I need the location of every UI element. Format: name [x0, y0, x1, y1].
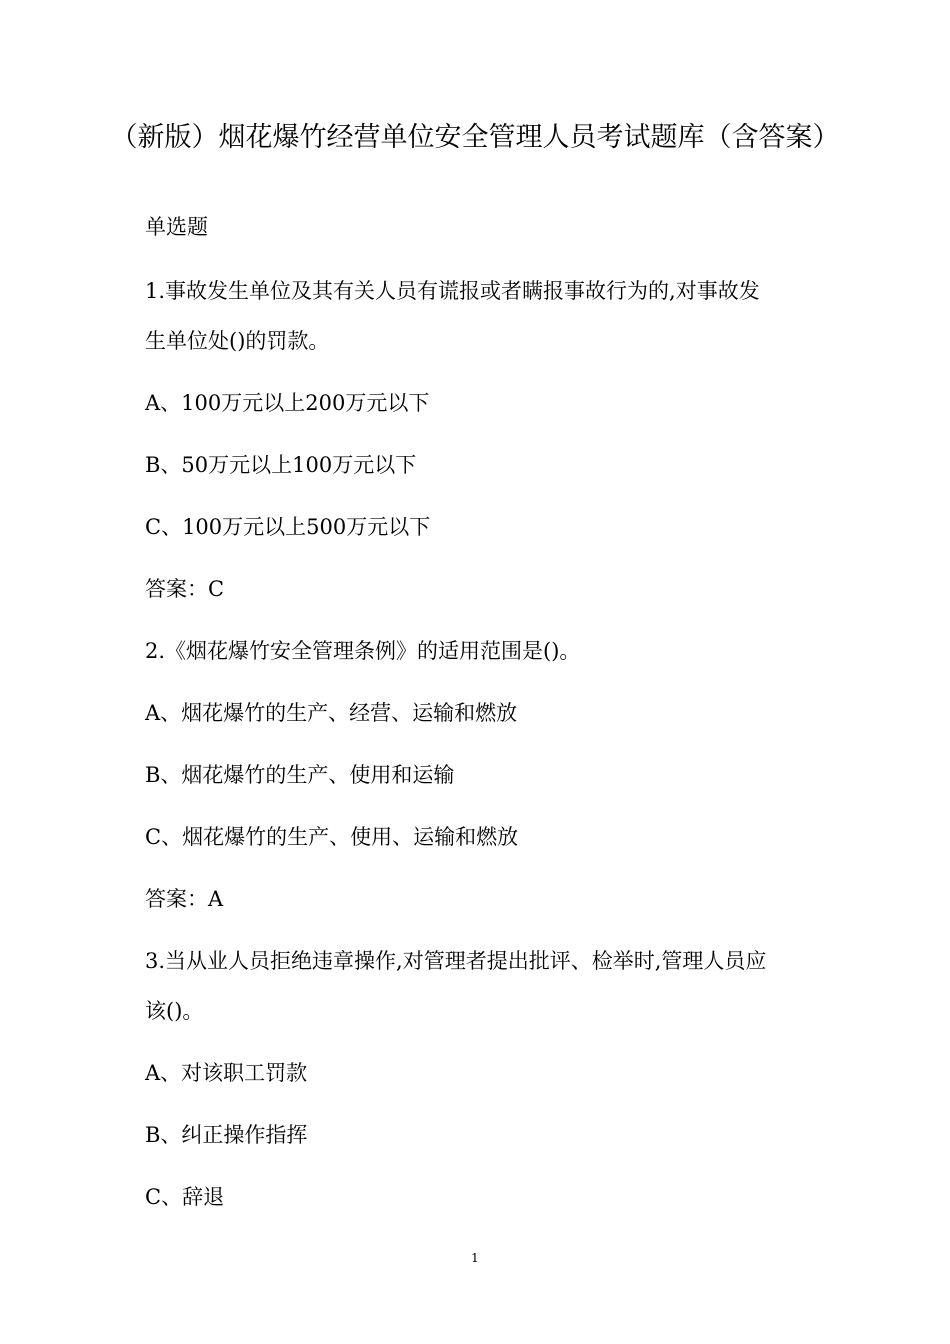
question-2-stem-line-1: 2.《烟花爆竹安全管理条例》的适用范围是()。 — [145, 639, 581, 663]
question-3-option-b: B、纠正操作指挥 — [145, 1123, 308, 1147]
question-1-stem-line-1: 1.事故发生单位及其有关人员有谎报或者瞒报事故行为的,对事故发 — [145, 279, 760, 303]
question-1-option-a: A、100万元以上200万元以下 — [145, 391, 430, 415]
question-2-answer: 答案：A — [145, 887, 224, 911]
question-2-option-b: B、烟花爆竹的生产、使用和运输 — [145, 763, 455, 787]
question-3-option-c: C、辞退 — [145, 1185, 225, 1209]
question-3-stem-line-2: 该()。 — [145, 999, 204, 1023]
question-1-stem-line-2: 生单位处()的罚款。 — [145, 329, 330, 353]
document-title: （新版）烟花爆竹经营单位安全管理人员考试题库（含答案） — [110, 122, 840, 153]
question-1-option-b: B、50万元以上100万元以下 — [145, 453, 417, 477]
page-number: 1 — [471, 1251, 479, 1265]
question-1-answer: 答案：C — [145, 577, 225, 601]
question-3-option-a: A、对该职工罚款 — [145, 1061, 308, 1085]
question-2-option-a: A、烟花爆竹的生产、经营、运输和燃放 — [145, 701, 518, 725]
question-2-option-c: C、烟花爆竹的生产、使用、运输和燃放 — [145, 825, 519, 849]
question-1-option-c: C、100万元以上500万元以下 — [145, 515, 431, 539]
question-3-stem-line-1: 3.当从业人员拒绝违章操作,对管理者提出批评、检举时,管理人员应 — [145, 949, 767, 973]
section-heading: 单选题 — [145, 215, 208, 239]
